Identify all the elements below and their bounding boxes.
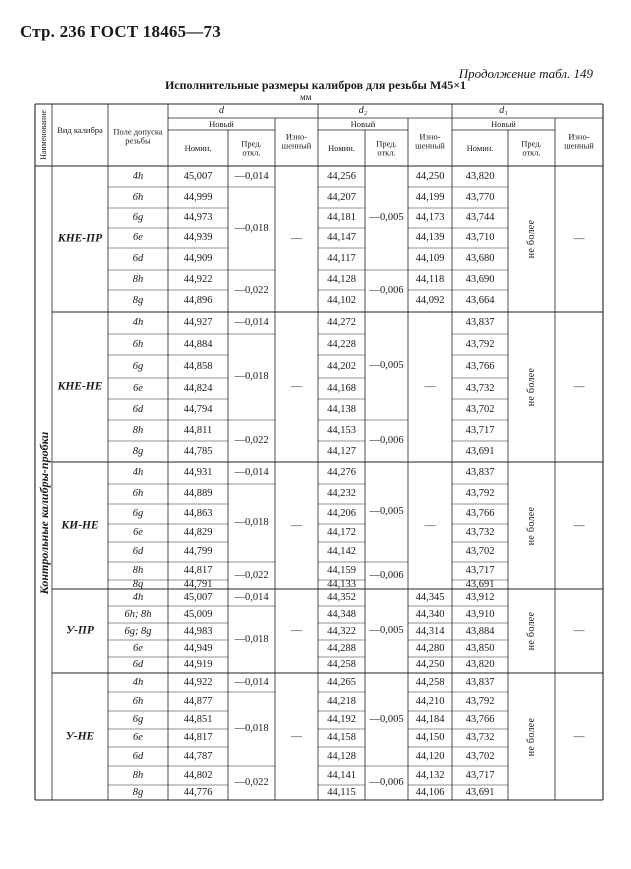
d2-nominal: 44,128 <box>327 750 356 762</box>
tolerance-field: 4h <box>132 466 144 478</box>
tolerance-field: 6h <box>132 191 144 203</box>
d2-worn: 44,106 <box>415 786 445 798</box>
d1-nominal: 43,770 <box>465 191 495 203</box>
d2-worn: 44,139 <box>415 231 445 243</box>
d-nominal: 44,824 <box>183 382 213 394</box>
header-nomin: Номин. <box>328 142 355 153</box>
continuation-label: Продолжение табл. 149 <box>458 66 593 81</box>
d1-nominal: 43,680 <box>465 252 495 264</box>
tolerance-field: 6d <box>132 658 144 670</box>
gauge-type-name: КНЕ-ПР <box>57 232 103 245</box>
d-deviation: —0,014 <box>234 316 269 328</box>
d-deviation: —0,022 <box>234 434 269 446</box>
d-nominal: 45,009 <box>183 608 213 620</box>
header-nomin: Номин. <box>466 142 494 153</box>
d2-worn: 44,250 <box>415 170 445 182</box>
tolerance-field: 6g; 8g <box>124 625 152 637</box>
d2-worn: 44,109 <box>415 252 445 264</box>
header-d: d <box>219 105 224 116</box>
header-pred-otkl: Пред. откл. <box>241 138 262 157</box>
tolerance-field: 6d <box>132 750 144 762</box>
group-label-kontrolnye: Контрольные калибры-пробки <box>36 431 51 595</box>
d-nominal: 44,785 <box>183 445 213 457</box>
d1-nominal: 43,820 <box>465 170 495 182</box>
d1-worn-dash: — <box>573 519 585 531</box>
tolerance-field: 6g <box>132 507 144 519</box>
header-iznoshenny: Изно-шенный <box>415 131 445 150</box>
d-nominal: 44,939 <box>183 231 213 243</box>
table-caption: Исполнительные размеры калибров для резьбы М45×1 <box>164 78 467 92</box>
d1-nominal: 43,710 <box>465 231 495 243</box>
d2-nominal: 44,348 <box>327 608 356 620</box>
d1-nominal: 43,766 <box>465 360 495 372</box>
tolerance-field: 6d <box>132 403 144 415</box>
d2-worn: 44,345 <box>415 591 445 603</box>
d2-nominal: 44,202 <box>327 360 356 372</box>
d-worn-dash: — <box>291 624 302 637</box>
d1-nominal: 43,690 <box>465 273 495 285</box>
d1-nominal: 43,664 <box>465 294 495 306</box>
d2-nominal: 44,207 <box>327 191 356 203</box>
d2-worn: 44,173 <box>415 211 445 223</box>
unit-label: мм <box>300 92 312 102</box>
tolerance-field: 8g <box>132 445 144 457</box>
d-nominal: 44,999 <box>183 191 213 203</box>
tolerance-field: 6g <box>132 713 144 725</box>
d2-nominal: 44,153 <box>327 424 356 436</box>
d2-nominal: 44,147 <box>327 231 356 243</box>
d-nominal: 44,811 <box>183 424 213 436</box>
d2-nominal: 44,128 <box>327 273 356 285</box>
gauge-type-name: У-ПР <box>66 624 94 637</box>
d-nominal: 44,799 <box>183 545 213 557</box>
d1-nominal: 43,702 <box>465 750 495 762</box>
d1-nominal: 43,792 <box>465 695 495 707</box>
tolerance-field: 8g <box>132 578 144 590</box>
d2-nominal: 44,159 <box>327 564 356 576</box>
tolerance-field: 6d <box>132 252 144 264</box>
d1-nominal: 43,702 <box>465 545 495 557</box>
d-nominal: 44,922 <box>183 676 213 688</box>
d-nominal: 44,817 <box>183 564 213 576</box>
gauge-type-name: КИ-НЕ <box>61 518 99 531</box>
d2-nominal: 44,158 <box>327 731 356 743</box>
d-nominal: 44,919 <box>183 658 213 670</box>
d-nominal: 44,791 <box>183 578 213 590</box>
d-deviation: —0,018 <box>234 722 269 734</box>
tolerance-field: 4h <box>132 170 144 182</box>
header-iznoshenny: Изно-шенный <box>281 131 312 150</box>
d2-nominal: 44,218 <box>327 695 356 707</box>
d2-nominal: 44,228 <box>327 338 356 350</box>
header-iznoshenny: Изно-шенный <box>564 131 594 150</box>
d-deviation: —0,014 <box>234 466 269 478</box>
d2-deviation: —0,005 <box>369 359 404 371</box>
page-header: Стр. 236 ГОСТ 18465—73 <box>20 22 221 41</box>
tolerance-field: 6h <box>132 695 144 707</box>
tolerance-field: 4h <box>132 316 144 328</box>
tolerance-field: 6g <box>132 360 144 372</box>
d2-nominal: 44,232 <box>327 487 356 499</box>
tolerance-field: 8h <box>132 564 144 576</box>
header-d2: d₂ <box>358 105 368 116</box>
d1-nominal: 43,744 <box>465 211 495 223</box>
header-noviy: Новый <box>491 118 516 129</box>
d1-nominal: 43,702 <box>465 403 495 415</box>
d2-deviation: —0,005 <box>369 624 404 636</box>
d2-deviation: —0,006 <box>369 569 404 581</box>
d2-worn: 44,314 <box>415 625 445 637</box>
d-nominal: 44,884 <box>183 338 213 350</box>
d1-nominal: 43,691 <box>465 786 495 798</box>
header-pole-dopuska: Поле допуска резьбы <box>113 126 163 145</box>
d2-worn: 44,132 <box>415 769 445 781</box>
header-vid-kalibra: Вид калибра <box>57 124 103 135</box>
d-nominal: 44,949 <box>183 642 213 654</box>
d2-worn: 44,250 <box>415 658 445 670</box>
d-nominal: 44,927 <box>183 316 213 328</box>
d-nominal: 44,858 <box>183 360 213 372</box>
d2-worn: 44,340 <box>415 608 445 620</box>
d-deviation: —0,014 <box>234 170 269 182</box>
header-nomin: Номин. <box>184 142 212 153</box>
d1-nominal: 43,691 <box>465 578 495 590</box>
d2-nominal: 44,133 <box>327 578 356 590</box>
d-nominal: 44,983 <box>183 625 213 637</box>
d-deviation: —0,014 <box>234 676 269 688</box>
tolerance-field: 6e <box>133 731 143 743</box>
d2-worn: 44,184 <box>415 713 445 725</box>
d2-deviation: —0,006 <box>369 434 404 446</box>
d2-deviation: —0,005 <box>369 211 404 223</box>
d2-nominal: 44,258 <box>327 658 356 670</box>
tolerance-field: 6h <box>132 487 144 499</box>
d2-nominal: 44,172 <box>327 526 356 538</box>
d2-worn: 44,280 <box>415 642 445 654</box>
d2-worn: 44,092 <box>415 294 445 306</box>
d1-nominal: 43,766 <box>465 507 495 519</box>
d-deviation: —0,018 <box>234 633 269 645</box>
d1-worn-dash: — <box>573 624 585 637</box>
tolerance-field: 8g <box>132 786 144 798</box>
d-nominal: 44,787 <box>183 750 213 762</box>
d1-nominal: 43,837 <box>465 676 495 688</box>
d-nominal: 44,776 <box>183 786 213 798</box>
d1-worn-dash: — <box>573 232 585 245</box>
d-worn-dash: — <box>291 232 302 245</box>
d-nominal: 44,817 <box>183 731 213 743</box>
d-nominal: 44,909 <box>183 252 213 264</box>
d-nominal: 45,007 <box>183 591 213 603</box>
d1-worn-dash: — <box>573 380 585 393</box>
d-nominal: 44,851 <box>183 713 213 725</box>
tolerance-field: 4h <box>132 676 144 688</box>
header-naimenovanie: Наименование <box>38 110 48 160</box>
tolerance-field: 6e <box>133 231 143 243</box>
d1-nominal: 43,732 <box>465 382 495 394</box>
d2-deviation: —0,006 <box>369 776 404 788</box>
header-pred-otkl: Пред. откл. <box>376 138 397 157</box>
d-nominal: 44,863 <box>183 507 213 519</box>
d2-worn: 44,120 <box>415 750 445 762</box>
d-nominal: 44,794 <box>183 403 213 415</box>
d-deviation: —0,018 <box>234 370 269 382</box>
d-deviation: —0,018 <box>234 516 269 528</box>
d2-deviation: —0,005 <box>369 713 404 725</box>
d1-nominal: 43,717 <box>465 564 495 576</box>
header-noviy: Новый <box>209 118 234 129</box>
d2-nominal: 44,127 <box>327 445 356 457</box>
d2-deviation: —0,006 <box>369 284 404 296</box>
d-deviation: —0,022 <box>234 776 269 788</box>
d-deviation: —0,014 <box>234 591 269 603</box>
d-deviation: —0,022 <box>234 569 269 581</box>
d2-worn: 44,118 <box>415 273 445 285</box>
tolerance-field: 6d <box>132 545 144 557</box>
header-d1: d₁ <box>499 105 508 116</box>
d1-deviation-ne-bolee: не более <box>525 717 537 756</box>
d-nominal: 44,922 <box>183 273 213 285</box>
tolerance-field: 8h <box>132 424 144 436</box>
d-nominal: 44,877 <box>183 695 213 707</box>
d2-nominal: 44,322 <box>327 625 356 637</box>
d2-nominal: 44,265 <box>327 676 356 688</box>
header-pred-otkl: Пред. откл. <box>521 138 542 157</box>
d2-worn: 44,258 <box>415 676 445 688</box>
tolerance-field: 8h <box>132 273 144 285</box>
d2-nominal: 44,141 <box>327 769 356 781</box>
d1-deviation-ne-bolee: не более <box>525 611 537 651</box>
d2-nominal: 44,352 <box>327 591 356 603</box>
tolerance-field: 6h; 8h <box>124 608 152 620</box>
d1-nominal: 43,766 <box>465 713 495 725</box>
d2-nominal: 44,142 <box>327 545 356 557</box>
d1-nominal: 43,792 <box>465 338 495 350</box>
gauge-type-name: КНЕ-НЕ <box>57 380 103 393</box>
d-deviation: —0,018 <box>234 222 269 234</box>
d-worn-dash: — <box>291 380 302 393</box>
gauge-type-name: У-НЕ <box>65 729 95 742</box>
d2-worn-dash: — <box>424 380 436 393</box>
tolerance-field: 8g <box>132 294 144 306</box>
d2-nominal: 44,138 <box>327 403 356 415</box>
tolerance-field: 8h <box>132 769 144 781</box>
d2-worn-dash: — <box>424 519 436 531</box>
d2-nominal: 44,168 <box>327 382 356 394</box>
d2-nominal: 44,206 <box>327 507 356 519</box>
d-worn-dash: — <box>291 519 302 531</box>
d-nominal: 44,896 <box>183 294 213 306</box>
tolerance-field: 6e <box>133 642 143 654</box>
d1-nominal: 43,837 <box>465 466 495 478</box>
d2-worn: 44,150 <box>415 731 445 743</box>
d1-nominal: 43,884 <box>465 625 495 637</box>
d1-nominal: 43,837 <box>465 316 495 328</box>
d-deviation: —0,022 <box>234 284 269 296</box>
d2-nominal: 44,276 <box>327 466 356 478</box>
d2-nominal: 44,288 <box>327 642 356 654</box>
d1-nominal: 43,910 <box>465 608 495 620</box>
d1-nominal: 43,792 <box>465 487 495 499</box>
d-nominal: 44,829 <box>183 526 213 538</box>
d-nominal: 44,973 <box>183 211 213 223</box>
tolerance-field: 6h <box>132 338 144 350</box>
d-nominal: 44,889 <box>183 487 213 499</box>
d-worn-dash: — <box>291 730 302 742</box>
d2-nominal: 44,117 <box>327 252 356 264</box>
d-nominal: 45,007 <box>183 170 213 182</box>
d1-nominal: 43,717 <box>465 769 495 781</box>
d1-deviation-ne-bolee: не более <box>525 367 537 407</box>
d1-deviation-ne-bolee: не более <box>525 219 537 259</box>
d2-nominal: 44,115 <box>327 786 356 798</box>
d1-nominal: 43,820 <box>465 658 495 670</box>
tolerance-field: 6e <box>133 526 143 538</box>
d1-nominal: 43,732 <box>465 526 495 538</box>
header-noviy: Новый <box>350 118 376 129</box>
d2-deviation: —0,005 <box>369 505 404 517</box>
d2-nominal: 44,192 <box>327 713 356 725</box>
d2-worn: 44,199 <box>415 191 445 203</box>
d1-nominal: 43,717 <box>465 424 495 436</box>
d2-nominal: 44,181 <box>327 211 356 223</box>
tolerance-field: 6e <box>133 382 143 394</box>
d1-deviation-ne-bolee: не более <box>525 506 537 545</box>
d2-nominal: 44,272 <box>327 316 356 328</box>
tolerance-field: 6g <box>132 211 144 223</box>
d1-nominal: 43,691 <box>465 445 495 457</box>
d2-worn: 44,210 <box>415 695 445 707</box>
d2-nominal: 44,102 <box>327 294 356 306</box>
d1-nominal: 43,732 <box>465 731 495 743</box>
d1-worn-dash: — <box>573 730 585 742</box>
d1-nominal: 43,850 <box>465 642 495 654</box>
d1-nominal: 43,912 <box>465 591 495 603</box>
tolerance-field: 4h <box>132 591 144 603</box>
d2-nominal: 44,256 <box>327 170 356 182</box>
d-nominal: 44,931 <box>183 466 213 478</box>
d-nominal: 44,802 <box>183 769 213 781</box>
